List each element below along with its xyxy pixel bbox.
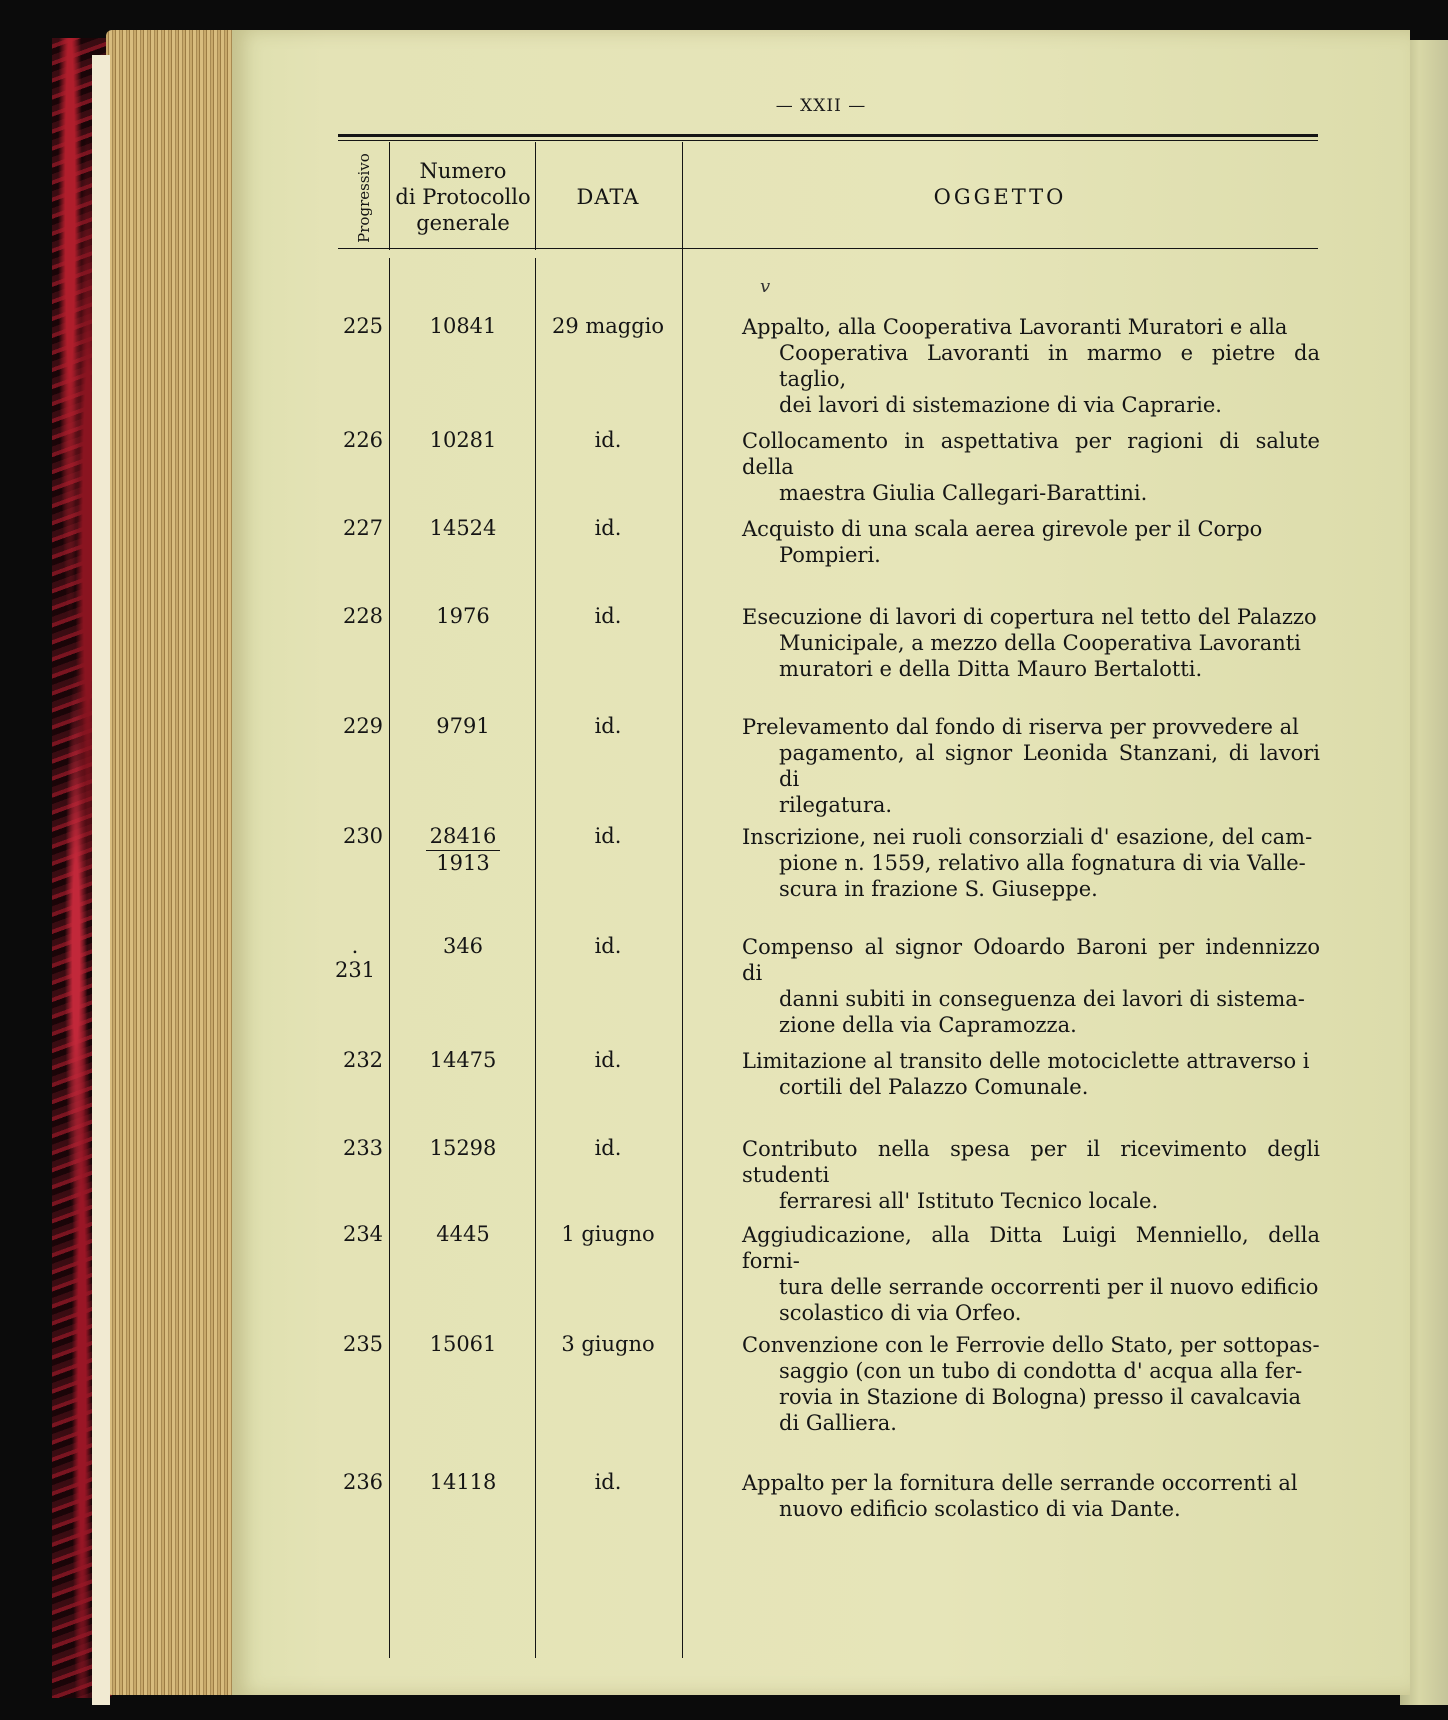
row-data: id. <box>594 714 622 738</box>
row-oggetto-line: di Galliera. <box>779 1411 897 1435</box>
row-oggetto <box>742 824 1320 902</box>
row-data: 3 giugno <box>561 1332 655 1356</box>
page-number-header: — XXII — <box>775 96 867 116</box>
row-oggetto-line: Acquisto di una scala aerea girevole per il Corpo <box>742 517 1263 541</box>
marginal-mark: v <box>760 276 771 297</box>
divider-2-head <box>535 142 536 250</box>
row-numero: 14475 <box>429 1048 497 1072</box>
row-progressivo: . 231 <box>334 934 376 982</box>
header-oggetto: OGGETTO <box>933 185 1067 209</box>
row-progressivo: 226 <box>342 428 384 452</box>
row-oggetto-line: Municipale, a mezzo della Cooperativa Lavoranti <box>779 631 1301 655</box>
page-edges <box>106 30 246 1695</box>
row-numero: 346 <box>442 934 484 958</box>
row-data: id. <box>594 428 622 452</box>
row-oggetto-line: dei lavori di sistemazione di via Caprarie. <box>779 393 1222 417</box>
row-progressivo: 236 <box>342 1470 384 1494</box>
row-oggetto <box>742 934 1320 1038</box>
row-numero-top: 28416 <box>429 824 497 848</box>
row-oggetto <box>742 1332 1320 1436</box>
row-progressivo: 229 <box>342 714 384 738</box>
row-data: id. <box>594 604 622 628</box>
endpaper-strip <box>92 55 110 1705</box>
row-oggetto <box>742 714 1320 818</box>
row-oggetto-line: Appalto, alla Cooperativa Lavoranti Muratori e alla <box>742 315 1288 339</box>
row-progressivo: 233 <box>342 1136 384 1160</box>
row-data: id. <box>594 1470 622 1494</box>
row-oggetto-line: Appalto per la fornitura delle serrande occorrenti al <box>742 1471 1298 1495</box>
row-oggetto-line: Pompieri. <box>779 543 881 567</box>
row-data: 1 giugno <box>561 1222 655 1246</box>
row-data: id. <box>594 516 622 540</box>
row-oggetto-line: pagamento, al signor Leonida Stanzani, di lavori di <box>779 741 1320 791</box>
row-oggetto <box>742 1048 1320 1100</box>
row-numero: 14118 <box>429 1470 497 1494</box>
row-oggetto <box>742 1470 1320 1522</box>
header-progressivo <box>344 150 384 246</box>
row-oggetto-line: scolastico di via Orfeo. <box>779 1301 1022 1325</box>
row-oggetto-line: rovia in Stazione di Bologna) presso il cavalcavia <box>779 1385 1302 1409</box>
row-numero: 9791 <box>436 714 490 738</box>
row-numero <box>392 824 534 875</box>
row-oggetto-line: Prelevamento dal fondo di riserva per provvedere al <box>742 715 1299 739</box>
row-oggetto-line: danni subiti in conseguenza dei lavori di sistema- <box>779 987 1305 1011</box>
row-oggetto-line: scura in frazione S. Giuseppe. <box>779 877 1098 901</box>
row-oggetto-line: maestra Giulia Callegari-Barattini. <box>779 481 1148 505</box>
header-data: DATA <box>576 185 640 209</box>
row-progressivo: 230 <box>342 824 384 848</box>
divider-1 <box>389 258 390 1658</box>
header-numero-line1: Numero <box>419 159 507 183</box>
row-oggetto-line: pione n. 1559, relativo alla fognatura di via Valle- <box>779 851 1306 875</box>
row-oggetto <box>742 604 1320 682</box>
row-progressivo: 235 <box>342 1332 384 1356</box>
row-oggetto-line: saggio (con un tubo di condotta d' acqua alla fer- <box>779 1359 1303 1383</box>
row-data: id. <box>594 1136 622 1160</box>
row-numero: 15298 <box>429 1136 497 1160</box>
row-numero-year: 1913 <box>426 850 499 875</box>
top-rule-thin <box>338 140 1318 141</box>
row-oggetto-line: Esecuzione di lavori di copertura nel tetto del Palazzo <box>742 605 1317 629</box>
row-progressivo: 232 <box>342 1048 384 1072</box>
row-oggetto <box>742 1136 1320 1214</box>
row-oggetto-line: Aggiudicazione, alla Ditta Luigi Menniello, della forni- <box>742 1223 1320 1273</box>
row-oggetto-line: Inscrizione, nei ruoli consorziali d' esazione, del cam- <box>742 825 1313 849</box>
row-numero: 10281 <box>429 428 497 452</box>
row-data: 29 maggio <box>551 314 665 338</box>
row-oggetto <box>742 516 1320 568</box>
row-oggetto-line: zione della via Capramozza. <box>779 1013 1077 1037</box>
row-oggetto-line: ferraresi all' Istituto Tecnico locale. <box>779 1189 1159 1213</box>
row-oggetto-line: Collocamento in aspettativa per ragioni di salute della <box>742 429 1320 479</box>
row-data: id. <box>594 824 622 848</box>
row-oggetto-line: Convenzione con le Ferrovie dello Stato, per sottopas- <box>742 1333 1320 1357</box>
row-oggetto-line: muratori e della Ditta Mauro Bertalotti. <box>779 657 1203 681</box>
row-oggetto-line: nuovo edificio scolastico di via Dante. <box>779 1497 1181 1521</box>
header-numero <box>392 158 534 236</box>
row-oggetto-line: tura delle serrande occorrenti per il nuovo edificio <box>779 1275 1319 1299</box>
divider-1-head <box>389 142 390 250</box>
top-rule <box>338 134 1318 137</box>
header-progressivo-label: Progressivo <box>355 153 373 243</box>
row-data: id. <box>594 1048 622 1072</box>
row-oggetto-line: Contributo nella spesa per il ricevimento degli studenti <box>742 1137 1320 1187</box>
divider-2 <box>535 258 536 1658</box>
row-progressivo: 228 <box>342 604 384 628</box>
row-progressivo: 234 <box>342 1222 384 1246</box>
row-numero: 4445 <box>436 1222 490 1246</box>
row-progressivo: 227 <box>342 516 384 540</box>
header-numero-line3: generale <box>416 211 510 235</box>
row-oggetto-line: Compenso al signor Odoardo Baroni per indennizzo di <box>742 935 1320 985</box>
row-data: id. <box>594 934 622 958</box>
divider-3 <box>682 142 683 1658</box>
row-numero: 10841 <box>429 314 497 338</box>
row-oggetto-line: Limitazione al transito delle motociclette attraverso i <box>742 1049 1310 1073</box>
row-oggetto-line: cortili del Palazzo Comunale. <box>779 1075 1089 1099</box>
row-numero: 15061 <box>429 1332 497 1356</box>
row-numero: 14524 <box>429 516 497 540</box>
row-oggetto-line: Cooperativa Lavoranti in marmo e pietre da taglio, <box>779 341 1320 391</box>
row-oggetto <box>742 1222 1320 1326</box>
row-numero: 1976 <box>436 604 490 628</box>
row-oggetto <box>742 314 1320 418</box>
header-rule <box>338 248 1318 249</box>
book-page <box>232 30 1410 1695</box>
header-numero-line2: di Protocollo <box>395 185 531 209</box>
row-oggetto-line: rilegatura. <box>779 793 893 817</box>
row-progressivo: 225 <box>342 314 384 338</box>
row-oggetto <box>742 428 1320 506</box>
